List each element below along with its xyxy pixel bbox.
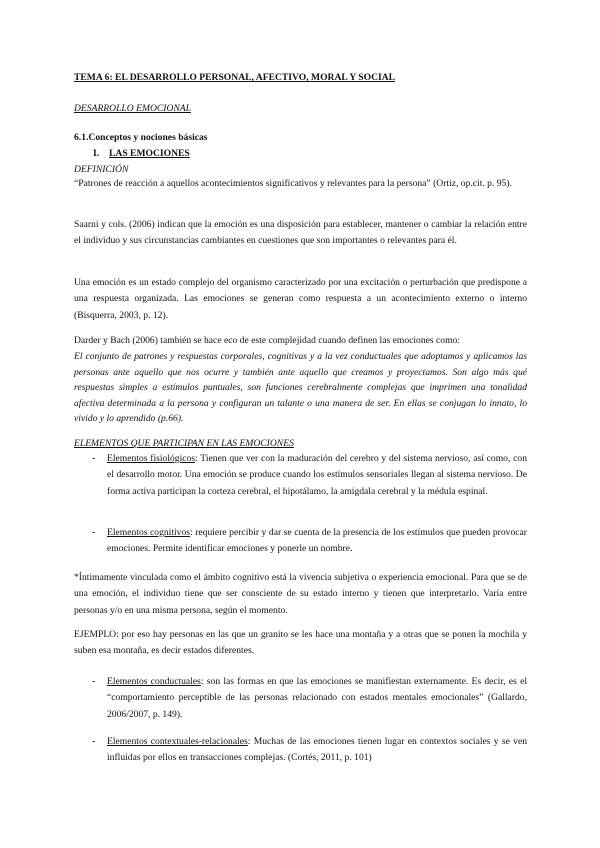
list-item-text: : Muchas de las emociones tienen lugar en contextos sociales y se ven influidas por ellos en transacciones complejas. (Cortés, 2011, p. 101)	[107, 736, 527, 764]
section-heading: 6.1.Conceptos y nociones básicas	[74, 132, 208, 143]
paragraph-estado: Una emoción es un estado complejo del organismo caracterizado por una excitación o perturbación que predispone a una respuesta organizada. Las emociones se generan como respuesta a un acontecimiento externo o interno (Bisquerra, 2003, p. 12).	[74, 277, 527, 321]
paragraph-darder-intro: Darder y Bach (2006) también se hace eco de este complejidad cuando definen las emociones como:	[74, 335, 460, 346]
paragraph-ejemplo: EJEMPLO: por eso hay personas en las que un granito se les hace una montaña y a otras que se ponen la mochila y suben esa montaña, es decir estados diferentes.	[74, 629, 527, 657]
definition-heading: DEFINICIÓN	[74, 164, 129, 175]
list-item	[107, 674, 527, 723]
elements-heading: ELEMENTOS QUE PARTICIPAN EN LAS EMOCIONES	[74, 438, 294, 449]
list-item	[107, 525, 527, 558]
paragraph-saarni: Saarni y cols. (2006) indican que la emoción es una disposición para establecer, mantener o cambiar la relación entre el individuo y sus circunstancias cambiantes en cuestiones que son importantes o relevantes para él.	[74, 219, 527, 247]
list-dash: -	[92, 527, 96, 538]
list-item-text: : requiere percibir y dar se cuenta de la presencia de los estímulos que pueden provocar emociones. Permite identificar emociones y ponerle un nombre.	[107, 527, 527, 555]
list-item	[107, 734, 527, 767]
numbered-item-number: I.	[93, 148, 100, 159]
list-dash: -	[92, 453, 96, 464]
numbered-item-label: LAS EMOCIONES	[109, 148, 190, 159]
list-dash: -	[92, 736, 96, 747]
list-item-term: Elementos cognitivos	[107, 527, 191, 538]
list-item-term: Elementos contextuales-relacionales	[107, 736, 248, 747]
list-item-text: : son las formas en que las emociones se manifiestan externamente. Es decir, es el “comportamiento perceptible de las personas relacionado con estados mentales emocionales” (Gallardo, 2006/2007, p. 149).	[107, 676, 527, 720]
paragraph-note: *Íntimamente vinculada como el ámbito cognitivo está la vivencia subjetiva o experiencia emocional. Para que se de una emoción, el individuo tiene que ser consciente de su estado interno y tienen que interpretarlo. Varía entre personas y/o en una misma persona, según el momento.	[74, 572, 527, 616]
list-dash: -	[92, 676, 96, 687]
list-item-text: : Tienen que ver con la maduración del cerebro y del sistema nervioso, así como, con el desarrollo motor. Una emoción se produce cuando los estímulos sensoriales llegan al sistema nervioso. De forma activa participan la corteza cerebral, el hipotálamo, la amígdala cerebral y la médula espinal.	[107, 453, 527, 497]
list-item-term: Elementos conductuales	[107, 676, 201, 687]
list-item-term: Elementos fisiológicos	[107, 453, 196, 464]
definition-text: “Patrones de reacción a aquellos acontecimientos significativos y relevantes para la persona” (Ortiz, op.cit. p. 95).	[74, 178, 512, 189]
list-item	[107, 451, 527, 500]
subtitle: DESARROLLO EMOCIONAL	[74, 103, 191, 114]
page-title: TEMA 6: EL DESARROLLO PERSONAL, AFECTIVO, MORAL Y SOCIAL	[74, 72, 396, 83]
paragraph-darder-quote: El conjunto de patrones y respuestas corporales, cognitivas y a la vez conductuales que adoptamos y aplicamos las personas ante aquello que nos ocurre y también ante aquello que creamos y proyectamos. Son algo más qué respuestas simples a estímulos puntuales, son funciones cerebralmente complejas que imprimen una tonalidad afectiva determinada a la persona y configuran un talante o una manera de ser. En ellas se conjugan lo innato, lo vivido y lo aprendido (p.66).	[74, 351, 527, 425]
